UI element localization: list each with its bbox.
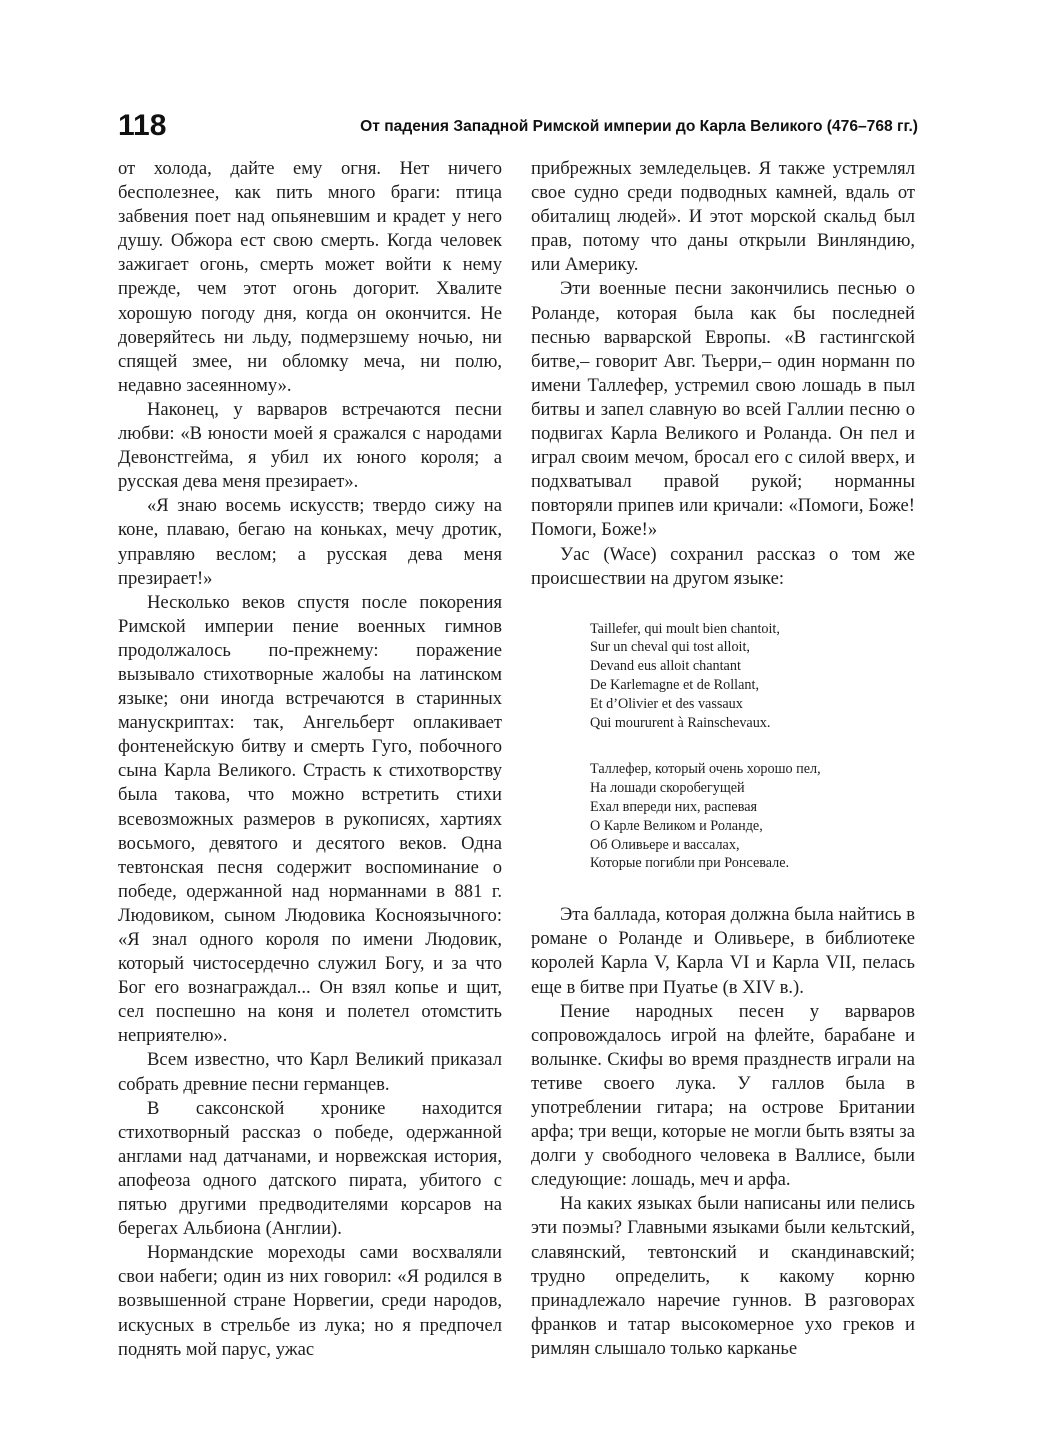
paragraph: Наконец, у варваров встречаются песни любви: «В юности моей я сражался с народами Девонстгейма, я убил их юного короля; а русская дева меня презирает». <box>118 398 502 493</box>
verse-line: Qui moururent à Rainschevaux. <box>590 714 771 731</box>
verse-line: Таллефер, который очень хорошо пел, <box>590 761 821 778</box>
paragraph: Эти военные песни закончились песнью о Роланде, которая была как бы последней песнью варварской Европы. «В гастингской битве,– говорит Авг. Тьерри,– один норманн по имени Таллефер, устремил свою лошадь в пыл битвы и запел славную во всей Галлии песню о подвигах Карла Великого и Роланда. Он пел и играл своим мечом, бросал его с силой вверх, и подхватывал правой рукой; норманны повторяли припев или кричали: «Помоги, Боже! Помоги, Боже!» <box>531 278 915 541</box>
verse-french <box>590 620 915 733</box>
verse-line: Devand eus alloit chantant <box>590 658 741 675</box>
paragraph: Уас (Wace) сохранил рассказ о том же происшествии на другом языке: <box>531 543 915 589</box>
verse-line: Taillefer, qui moult bien chantoit, <box>590 620 780 637</box>
running-title: От падения Западной Римской империи до Карла Великого (476–768 гг.) <box>360 118 918 135</box>
right-column <box>531 157 915 1361</box>
paragraph: от холода, дайте ему огня. Нет ничего бесполезнее, как пить много браги: птица забвения поет над опьяневшим и крадет у него душу. Обжора ест свою смерть. Когда человек зажигает огонь, смерть может войти к нему прежде, чем этот огонь догорит. Хвалите хорошую погоду дня, когда он окончится. Не доверяйтесь ни льду, подмерзшему ночью, ни спящей змее, ни обломку меча, ни полю, недавно засеянному». <box>118 158 502 396</box>
paragraph: «Я знаю восемь искусств; твердо сижу на коне, плаваю, бегаю на коньках, мечу дротик, управляю веслом; а русская дева меня презирает!» <box>118 495 502 589</box>
verse-line: Et d’Olivier et des vassaux <box>590 695 743 712</box>
paragraph: Эта баллада, которая должна была найтись в романе о Роланде и Оливьере, в библиотеке королей Карла V, Карла VI и Карла VII, пелась еще в битве при Пуатье (в XIV в.). <box>531 904 915 998</box>
verse-line: Которые погибли при Ронсевале. <box>590 855 790 872</box>
paragraph: Нормандские мореходы сами восхваляли свои набеги; один из них говорил: «Я родился в возвышенной стране Норвегии, среди народов, искусных в стрельбе из лука; но я предпочел поднять мой парус, ужас <box>118 1242 502 1360</box>
verse-line: На лошади скоробегущей <box>590 780 745 797</box>
paragraph: В саксонской хронике находится стихотворный рассказ о победе, одержанной англами над датчанами, и норвежская история, апофеоза одного датского пирата, убитого с пятью другими предводителями корсаров на берегах Альбиона (Англии). <box>118 1097 502 1240</box>
verse-line: Ехал впереди них, распевая <box>590 799 758 816</box>
left-column <box>118 157 502 1362</box>
page-number: 118 <box>118 109 167 142</box>
paragraph: Пение народных песен у варваров сопровождалось игрой на флейте, барабане и волынке. Скифы во время празднеств играли на тетиве своего лука. У галлов была в употреблении гитара; на острове Британии арфа; три вещи, которые не могли быть взяты за долги у свободного человека в Валлисе, были следующие: лошадь, меч и арфа. <box>531 1000 915 1191</box>
verse-line: De Karlemagne et de Rollant, <box>590 677 760 694</box>
verse-line: Об Оливьере и вассалах, <box>590 836 740 853</box>
verse-line: О Карле Великом и Роланде, <box>590 817 763 834</box>
page-header <box>118 111 918 145</box>
paragraph: Всем известно, что Карл Великий приказал собрать древние песни германцев. <box>118 1049 502 1095</box>
paragraph: Несколько веков спустя после покорения Римской империи пение военных гимнов продолжалось по-прежнему: поражение вызывало стихотворные жалобы на латинском языке; они иногда встречаются в старинных манускриптах: так, Ангельберт оплакивает фонтенейскую битву и смерть Гуго, побочного сына Карла Великого. Страсть к стихотворству была такова, что можно встретить стихи всевозможных размеров в рукописях, хартиях восьмого, девятого и десятого веков. Одна тевтонская песня содержит воспоминание о победе, одержанной над норманнами в 881 г. Людовиком, сыном Людовика Косноязычного: «Я знал одного короля по имени Людовик, который чистосердечно служил Богу, и за что Бог его вознаграждал... Он взял копье и щит, сел поспешно на коня и полетел отомстить неприятелю». <box>118 591 502 1047</box>
paragraph: На каких языках были написаны или пелись эти поэмы? Главными языками были кельтский, славянский, тевтонский и скандинавский; трудно определить, к какому корню принадлежало наречие гуннов. В разговорах франков и татар высокомерное ухо греков и римлян слышало только карканье <box>531 1193 915 1359</box>
paragraph: прибрежных земледельцев. Я также устремлял свое судно среди подводных камней, вдаль от обиталищ людей». И этот морской скальд был прав, потому что даны открыли Винляндию, или Америку. <box>531 158 915 276</box>
verse-russian <box>590 760 915 873</box>
verse-line: Sur un cheval qui tost alloit, <box>590 639 750 656</box>
